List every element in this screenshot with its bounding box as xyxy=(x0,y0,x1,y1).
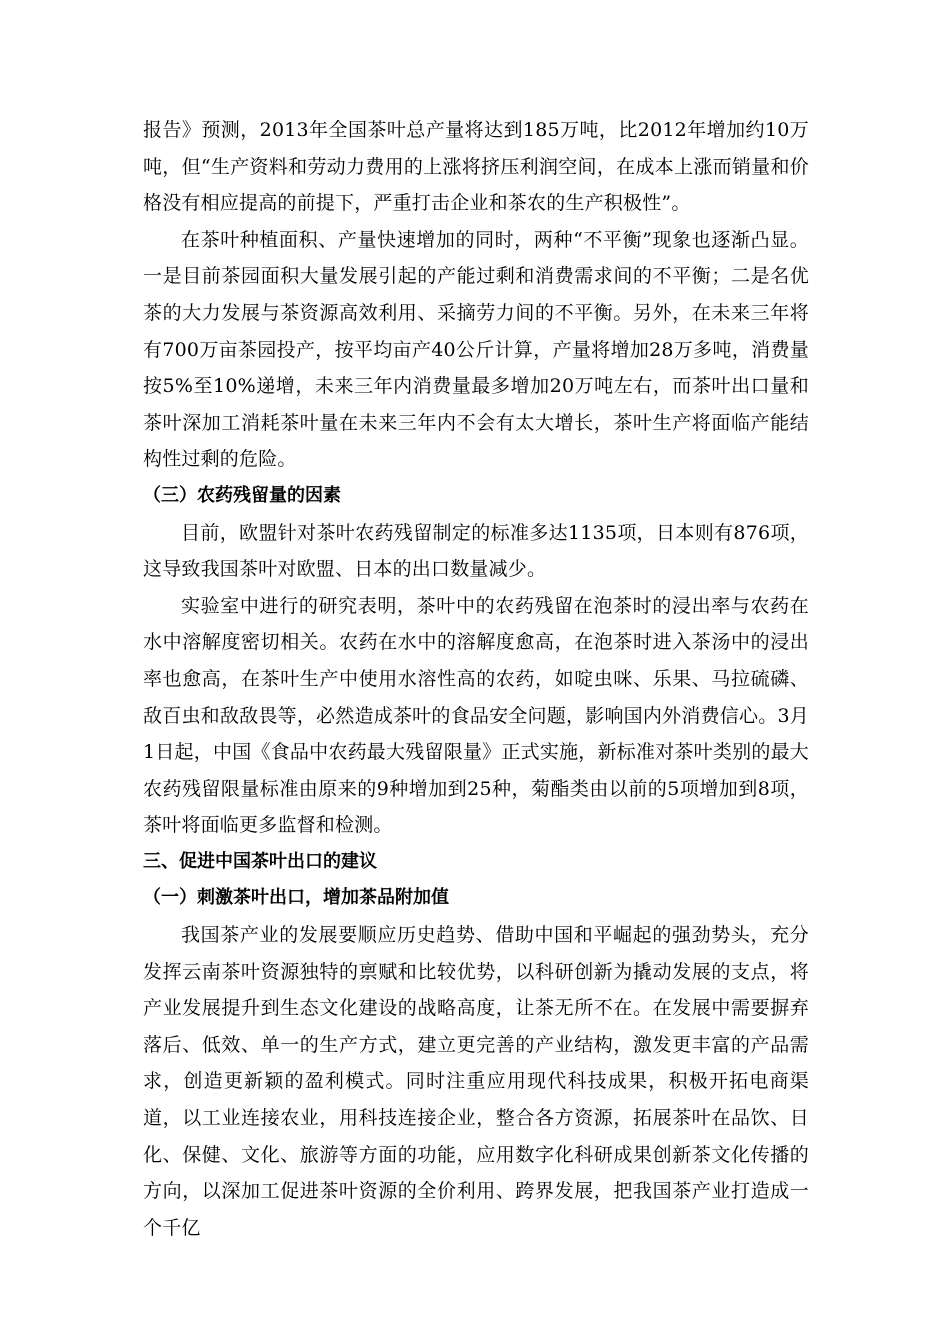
document-body xyxy=(143,112,809,1246)
heading-pesticide-residue: （三）农药残留量的因素 xyxy=(143,484,341,506)
paragraph-industry-development: 我国茶产业的发展要顺应历史趋势、借助中国和平崛起的强劲势头，充分发挥云南茶叶资源独特的禀赋和比较优势，以科研创新为撬动发展的支点，将产业发展提升到生态文化建设的战略高度，让茶无所不在。在发展中需要摒弃落后、低效、单一的生产方式，建立更完善的产业结构，激发更丰富的产品需求，创造更新颖的盈利模式。同时注重应用现代科技成果，积极开拓电商渠道，以工业连接农业，用科技连接企业，整合各方资源，拓展茶叶在品饮、日化、保健、文化、旅游等方面的功能，应用数字化科研成果创新茶文化传播的方向，以深加工促进茶叶资源的全价利用、跨界发展，把我国茶产业打造成一个千亿 xyxy=(143,924,809,1239)
paragraph-production-forecast: 报告》预测，2013年全国茶叶总产量将达到185万吨，比2012年增加约10万吨，但“生产资料和劳动力费用的上涨将挤压利润空间，在成本上涨而销量和价格没有相应提高的前提下，严重打击企业和茶农的生产积极性”。 xyxy=(143,119,809,215)
paragraph-lab-research: 实验室中进行的研究表明，茶叶中的农药残留在泡茶时的浸出率与农药在水中溶解度密切相关。农药在水中的溶解度愈高，在泡茶时进入茶汤中的浸出率也愈高，在茶叶生产中使用水溶性高的农药，如啶虫咪、乐果、马拉硫磷、敌百虫和敌敌畏等，必然造成茶叶的食品安全问题，影响国内外消费信心。3月1日起，中国《食品中农药最大残留限量》正式实施，新标准对茶叶类别的最大农药残留限量标准由原来的9种增加到25种，菊酯类由以前的5项增加到8项，茶叶将面临更多监督和检测。 xyxy=(143,594,809,837)
heading-export-suggestions: 三、促进中国茶叶出口的建议 xyxy=(143,850,377,872)
paragraph-eu-japan-standards: 目前，欧盟针对茶叶农药残留制定的标准多达1135项，日本则有876项，这导致我国茶叶对欧盟、日本的出口数量减少。 xyxy=(143,521,809,581)
paragraph-imbalance: 在茶叶种植面积、产量快速增加的同时，两种“不平衡”现象也逐渐凸显。一是目前茶园面积大量发展引起的产能过剩和消费需求间的不平衡；二是名优茶的大力发展与茶资源高效利用、采摘劳力间的不平衡。另外，在未来三年将有700万亩茶园投产，按平均亩产40公斤计算，产量将增加28万多吨，消费量按5%至10%递增，未来三年内消费量最多增加20万吨左右，而茶叶出口量和茶叶深加工消耗茶叶量在未来三年内不会有太大增长，茶叶生产将面临产能结构性过剩的危险。 xyxy=(143,228,809,471)
heading-stimulate-export: （一）刺激茶叶出口，增加茶品附加值 xyxy=(143,887,449,909)
